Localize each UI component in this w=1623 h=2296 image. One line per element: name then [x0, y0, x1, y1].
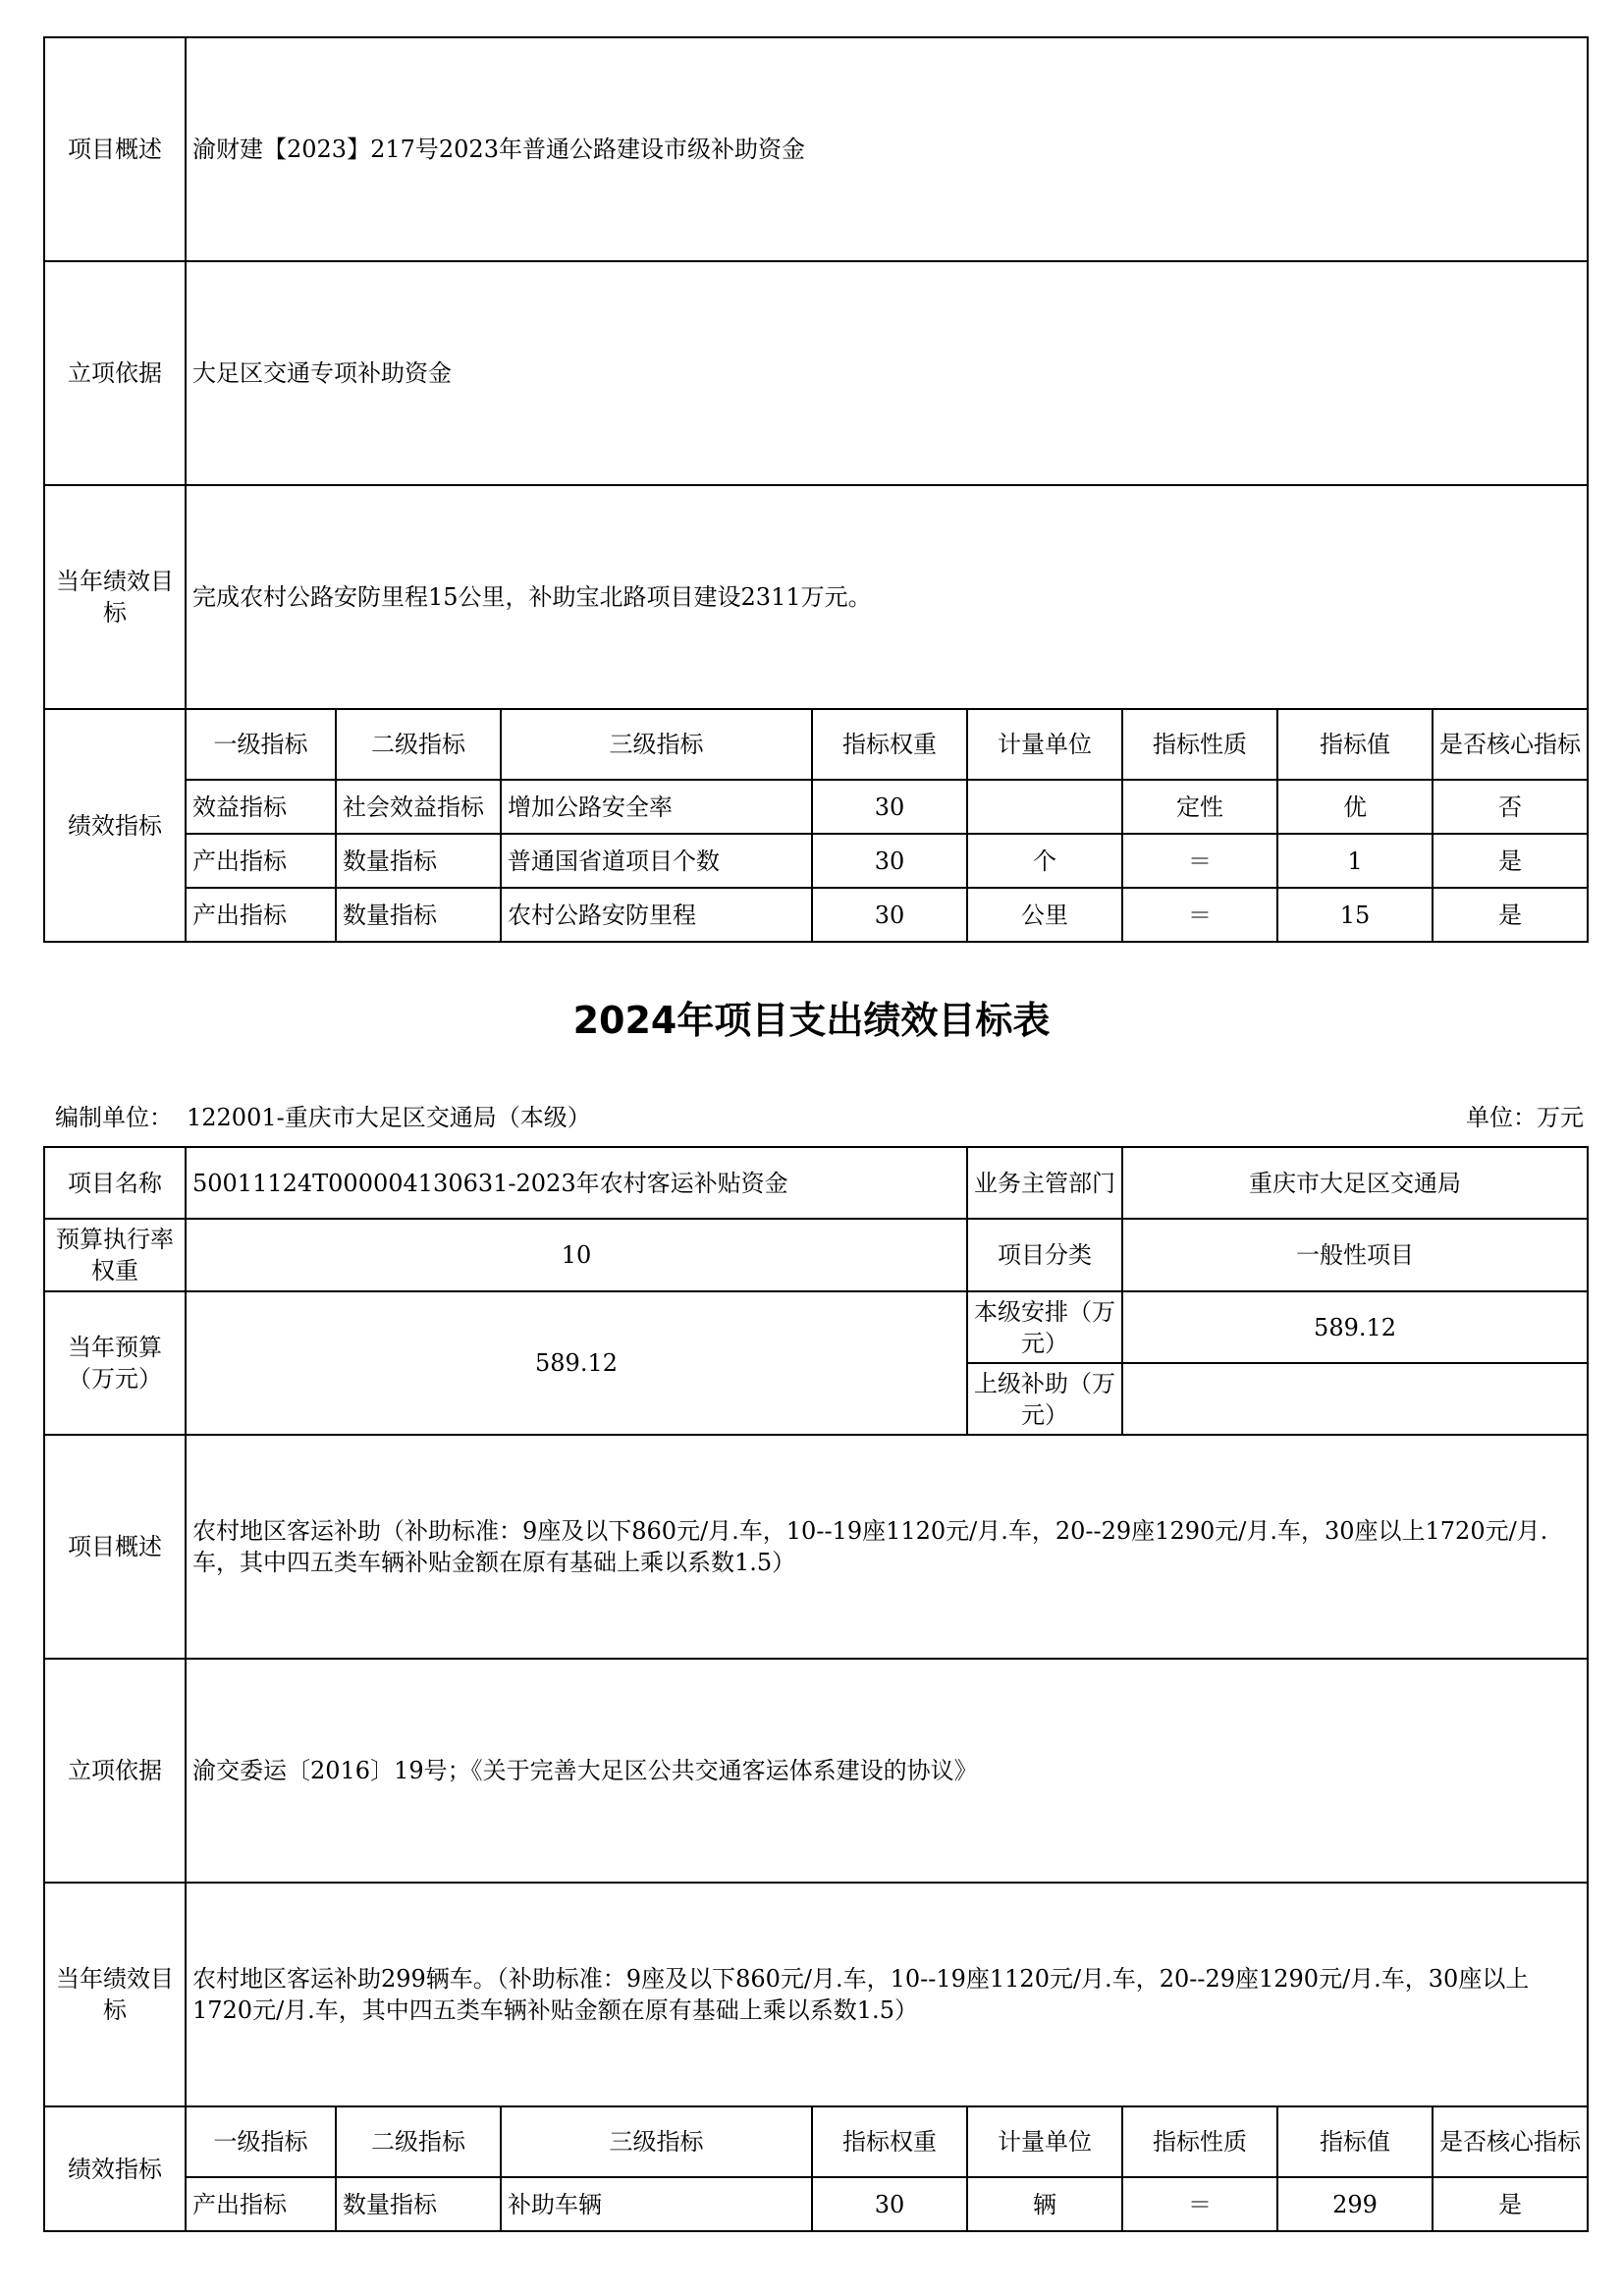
- goal-label: 当年绩效目标: [44, 1883, 186, 2106]
- cell-level3: 普通国省道项目个数: [501, 834, 812, 888]
- basis-label: 立项依据: [44, 261, 186, 485]
- table-row: [44, 780, 1588, 834]
- basis-text: 大足区交通专项补助资金: [186, 261, 1588, 485]
- cell-level3: 补助车辆: [501, 2177, 812, 2231]
- header-cell: 指标值: [1277, 2106, 1433, 2177]
- local-value: 589.12: [1122, 1291, 1588, 1363]
- project-name-label: 项目名称: [44, 1147, 186, 1219]
- rate-label: 预算执行率权重: [44, 1219, 186, 1291]
- local-label: 本级安排（万元）: [967, 1291, 1122, 1363]
- cell-level3: 增加公路安全率: [501, 780, 812, 834]
- basis-label: 立项依据: [44, 1659, 186, 1883]
- overview-text: 渝财建【2023】217号2023年普通公路建设市级补助资金: [186, 37, 1588, 261]
- budget-label: 当年预算（万元）: [44, 1291, 186, 1435]
- header-cell: 一级指标: [186, 709, 336, 780]
- header-cell: 指标值: [1277, 709, 1433, 780]
- cell-nature: ＝: [1122, 2177, 1277, 2231]
- cell-level2: 数量指标: [336, 834, 501, 888]
- header-cell: 指标权重: [812, 709, 967, 780]
- table-row: [44, 834, 1588, 888]
- cell-core: 否: [1433, 780, 1588, 834]
- cell-value: 优: [1277, 780, 1433, 834]
- overview-label: 项目概述: [44, 37, 186, 261]
- page-title: 2024年项目支出绩效目标表: [572, 999, 1051, 1042]
- compiling-unit-label: 编制单位：: [55, 1104, 173, 1131]
- header-cell: 一级指标: [186, 2106, 336, 2177]
- header-cell: 三级指标: [501, 2106, 812, 2177]
- cell-value: 15: [1277, 888, 1433, 942]
- cell-level2: 数量指标: [336, 888, 501, 942]
- table-row: [44, 2177, 1588, 2231]
- currency-unit: 单位：万元: [1466, 1104, 1584, 1131]
- goal-text: 完成农村公路安防里程15公里，补助宝北路项目建设2311万元。: [186, 485, 1588, 709]
- header-cell: 指标权重: [812, 2106, 967, 2177]
- cell-weight: 30: [812, 2177, 967, 2231]
- indicators-label: 绩效指标: [44, 709, 186, 942]
- rate-value: 10: [186, 1219, 967, 1291]
- basis-text: 渝交委运〔2016〕19号；《关于完善大足区公共交通客运体系建设的协议》: [186, 1659, 1588, 1883]
- overview-label: 项目概述: [44, 1435, 186, 1659]
- cell-level1: 产出指标: [186, 888, 336, 942]
- upper-value: [1122, 1363, 1588, 1435]
- header-cell: 是否核心指标: [1433, 709, 1588, 780]
- cell-level1: 产出指标: [186, 2177, 336, 2231]
- cell-core: 是: [1433, 834, 1588, 888]
- upper-label: 上级补助（万元）: [967, 1363, 1122, 1435]
- dept-label: 业务主管部门: [967, 1147, 1122, 1219]
- cell-value: 299: [1277, 2177, 1433, 2231]
- cell-nature: ＝: [1122, 834, 1277, 888]
- header-cell: 计量单位: [967, 709, 1122, 780]
- header-cell: 计量单位: [967, 2106, 1122, 2177]
- cell-value: 1: [1277, 834, 1433, 888]
- cell-weight: 30: [812, 834, 967, 888]
- cell-nature: ＝: [1122, 888, 1277, 942]
- header-cell: 二级指标: [336, 2106, 501, 2177]
- top-performance-table: [43, 36, 1589, 943]
- cell-unit: 辆: [967, 2177, 1122, 2231]
- goal-label: 当年绩效目标: [44, 485, 186, 709]
- project-performance-table: [43, 1146, 1589, 2232]
- budget-value: 589.12: [186, 1291, 967, 1435]
- category-value: 一般性项目: [1122, 1219, 1588, 1291]
- goal-text: 农村地区客运补助299辆车。（补助标准：9座及以下860元/月.车，10--19座1120元/月.车，20--29座1290元/月.车，30座以上1720元/月.车，其中四五类车辆补贴金额在原有基础上乘以系数1.5）: [186, 1883, 1588, 2106]
- cell-weight: 30: [812, 888, 967, 942]
- cell-level2: 社会效益指标: [336, 780, 501, 834]
- indicators-label: 绩效指标: [44, 2106, 186, 2231]
- cell-level2: 数量指标: [336, 2177, 501, 2231]
- cell-core: 是: [1433, 888, 1588, 942]
- table-row: [44, 888, 1588, 942]
- header-cell: 指标性质: [1122, 709, 1277, 780]
- cell-core: 是: [1433, 2177, 1588, 2231]
- category-label: 项目分类: [967, 1219, 1122, 1291]
- cell-level1: 效益指标: [186, 780, 336, 834]
- overview-text: 农村地区客运补助（补助标准：9座及以下860元/月.车，10--19座1120元/月.车，20--29座1290元/月.车，30座以上1720元/月.车，其中四五类车辆补贴金额在原有基础上乘以系数1.5）: [186, 1435, 1588, 1659]
- project-name: 50011124T000004130631-2023年农村客运补贴资金: [186, 1147, 967, 1219]
- cell-level1: 产出指标: [186, 834, 336, 888]
- header-cell: 三级指标: [501, 709, 812, 780]
- cell-level3: 农村公路安防里程: [501, 888, 812, 942]
- header-cell: 是否核心指标: [1433, 2106, 1588, 2177]
- cell-unit: [967, 780, 1122, 834]
- cell-unit: 个: [967, 834, 1122, 888]
- dept-value: 重庆市大足区交通局: [1122, 1147, 1588, 1219]
- compiling-unit: 122001-重庆市大足区交通局（本级）: [187, 1104, 591, 1131]
- cell-nature: 定性: [1122, 780, 1277, 834]
- cell-unit: 公里: [967, 888, 1122, 942]
- header-cell: 指标性质: [1122, 2106, 1277, 2177]
- cell-weight: 30: [812, 780, 967, 834]
- header-cell: 二级指标: [336, 709, 501, 780]
